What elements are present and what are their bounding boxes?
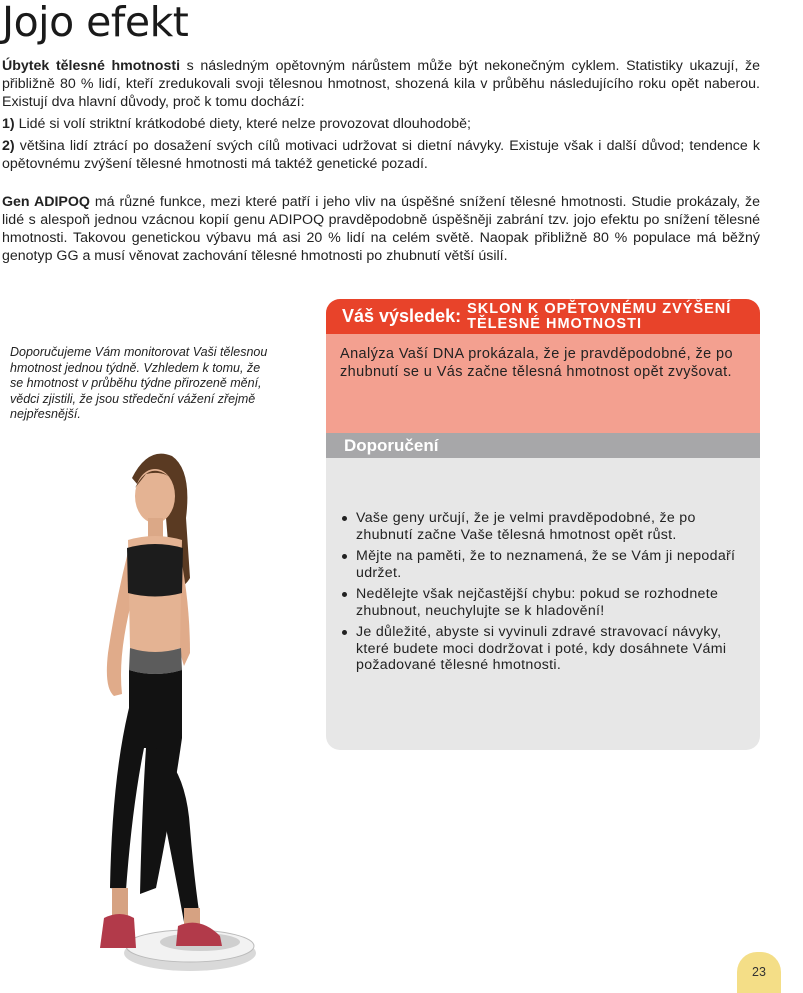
reason-2: 2) většina lidí ztrácí po dosažení svých cílů motivaci udržovat si dietní návyky. Existuje však i další důvod; tendence k opětovnému zvýšení tělesné hmotnosti má taktéž genetické pozadí.: [2, 138, 760, 172]
result-header: [326, 299, 760, 334]
gene-paragraph: Gen ADIPOQ má různé funkce, mezi které patří i jeho vliv na úspěšné snížení tělesné hmotnosti. Studie prokázaly, že lidé s alespoň jednou vzácnou kopií genu ADIPOQ pravděpodobně úspěšněji zabrání tzv. jojo efektu po snížení tělesné hmotnosti. Takovou genetickou výbavu má asi 20 % lidí na celém světě. Naopak přibližně 80 % populace má běžný genotyp GG a musí věnovat zachování tělesné hmotnosti po zhubnutí větší úsilí.: [2, 194, 760, 264]
result-card: [326, 299, 760, 750]
intro-text: [2, 57, 760, 269]
list-item: Je důležité, abyste si vyvinuli zdravé stravovací návyky, které budete moci dodržovat i poté, kdy dosáhnete Vámi požadované tělesné hmotnosti.: [356, 624, 748, 674]
weighing-tip: Doporučujeme Vám monitorovat Vaši tělesnou hmotnost jednou týdně. Vzhledem k tomu, že se hmotnost v průběhu týdne přirozeně mění, vědci zjistili, že jsou středeční vážení zřejmě nejpřesnější.: [10, 345, 268, 421]
reason-1: 1) Lidé si volí striktní krátkodobé diety, které nelze provozovat dlouhodobě;: [2, 116, 471, 132]
list-item: Mějte na paměti, že to neznamená, že se Vám ji nepodaří udržet.: [356, 548, 748, 581]
page-number: 23: [737, 952, 781, 993]
list-item: Vaše geny určují, že je velmi pravděpodobné, že po zhubnutí začne Vaše tělesná hmotnost opět růst.: [356, 510, 748, 543]
result-text: Analýza Vaší DNA prokázala, že je pravděpodobné, že po zhubnutí se u Vás začne tělesná hmotnost opět zvyšovat.: [326, 334, 760, 433]
result-value: SKLON K OPĚTOVNÉMU ZVÝŠENÍ TĚLESNÉ HMOTNOSTI: [467, 300, 732, 332]
page-title: Jojo efekt: [2, 0, 189, 46]
woman-on-scale-photo: [60, 448, 290, 980]
result-lead: Váš výsledek:: [342, 306, 462, 326]
recommendations-list: [326, 458, 760, 674]
recommendations-heading: Doporučení: [326, 433, 760, 458]
list-item: Nedělejte však nejčastější chybu: pokud se rozhodnete zhubnout, neuchylujte se k hladovění!: [356, 586, 748, 619]
intro-paragraph: Úbytek tělesné hmotnosti s následným opětovným nárůstem může být nekonečným cyklem. Statistiky ukazují, že přibližně 80 % lidí, kteří zredukovali svoji tělesnou hmotnost, shozená kila v průběhu následujícího roku opět naberou. Existují dva hlavní důvody, proč k tomu dochází:: [2, 58, 760, 110]
